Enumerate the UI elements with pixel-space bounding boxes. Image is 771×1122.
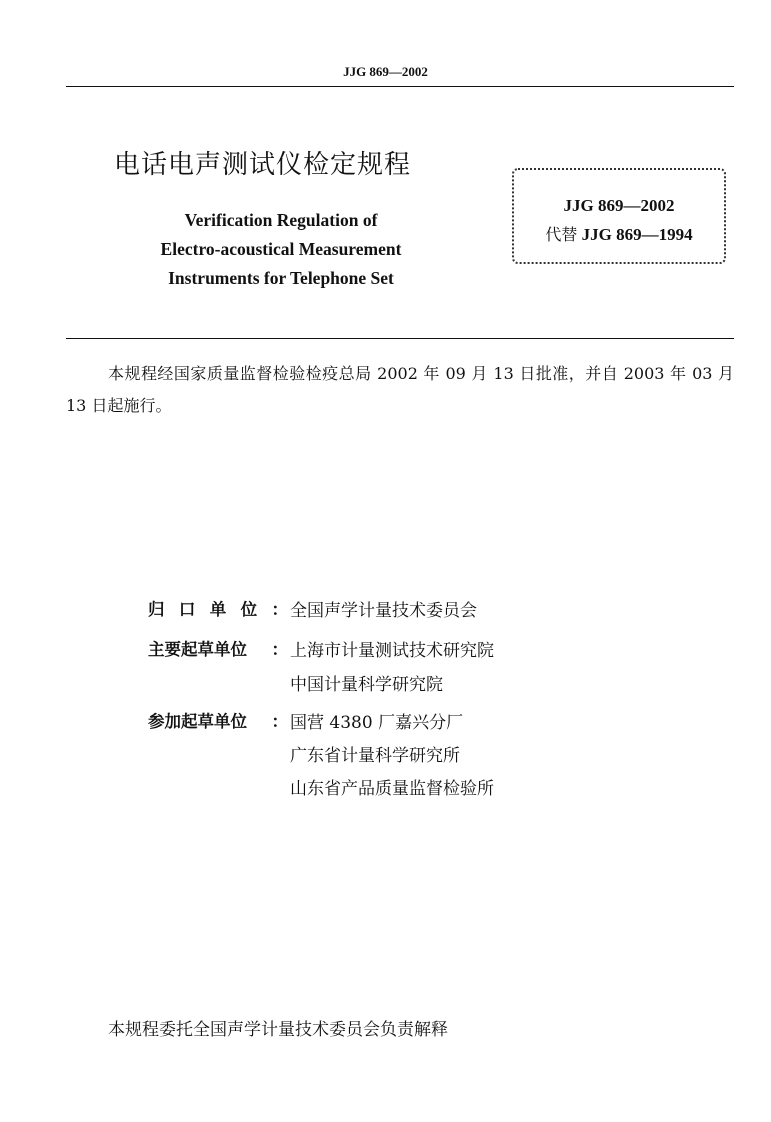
interpretation-note: 本规程委托全国声学计量技术委员会负责解释	[108, 1020, 448, 1040]
standard-code-box	[512, 168, 726, 264]
title-english-line-1: Verification Regulation of	[184, 210, 378, 230]
label-colon: ：	[271, 640, 288, 659]
replaces-prefix: 代替	[545, 225, 578, 244]
label-colon: ：	[271, 600, 288, 619]
approval-statement: 本规程经国家质量监督检验检疫总局 2002 年 09 月 13 日批准，并自 2003 年 03 月 13 日起施行。	[66, 364, 734, 415]
middle-rule	[66, 338, 734, 339]
org-value: 全国声学计量技术委员会	[290, 601, 477, 621]
code-box-code: JJG 869—2002	[563, 196, 675, 215]
label-colon: ：	[271, 712, 288, 731]
org-value: 中国计量科学研究院	[290, 675, 443, 695]
org-value: 山东省产品质量监督检验所	[290, 779, 494, 799]
top-rule	[66, 86, 734, 87]
org-label-responsible	[148, 596, 288, 620]
org-label-main-drafting	[148, 636, 288, 660]
label-text: 参加起草单位	[148, 712, 247, 731]
title-english-line-2: Electro-acoustical Measurement	[160, 239, 402, 259]
label-text: 主要起草单位	[148, 640, 247, 659]
label-char: 单	[209, 600, 227, 619]
label-char: 口	[178, 600, 196, 619]
title-chinese: 电话电声测试仪检定规程	[114, 150, 412, 180]
org-label-participating	[148, 708, 288, 732]
replaces-code: JJG 869—1994	[581, 225, 693, 244]
label-char: 位	[240, 600, 258, 619]
title-english-line-3: Instruments for Telephone Set	[168, 268, 394, 288]
org-value: 国营 4380 厂嘉兴分厂	[290, 713, 464, 733]
org-value: 广东省计量科学研究所	[290, 746, 460, 766]
title-english	[116, 206, 446, 293]
code-box-replaces	[514, 222, 724, 245]
label-char: 归	[148, 600, 165, 619]
header-standard-code: JJG 869—2002	[343, 64, 428, 79]
org-value: 上海市计量测试技术研究院	[290, 641, 494, 661]
